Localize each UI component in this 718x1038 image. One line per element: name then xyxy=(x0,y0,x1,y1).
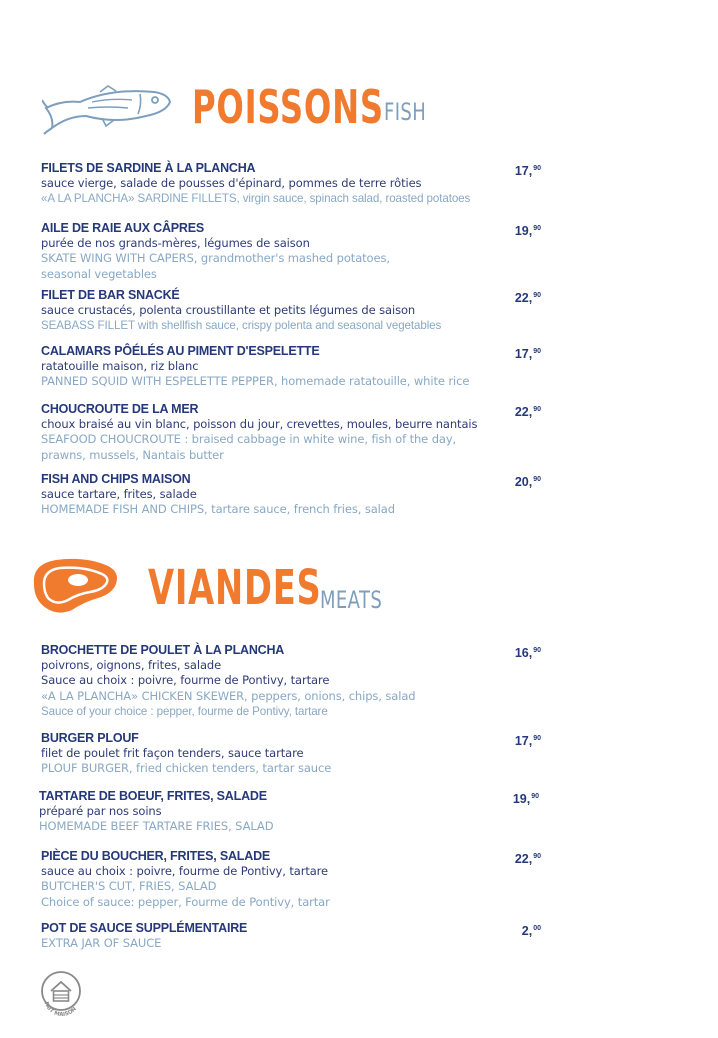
menu-item xyxy=(41,221,541,282)
item-desc-fr: poivrons, oignons, frites, salade xyxy=(41,658,222,672)
item-name: CHOUCROUTE DE LA MER xyxy=(41,402,199,416)
item-desc-en: EXTRA JAR OF SAUCE xyxy=(41,936,162,950)
item-desc-fr: préparé par nos soins xyxy=(39,804,162,818)
meat-section-subtitle: MEATS xyxy=(320,586,383,614)
item-price: 19,90 xyxy=(514,224,541,238)
homemade-badge-text: FAIT MAISON xyxy=(42,1001,78,1016)
menu-item xyxy=(41,344,541,390)
menu-item xyxy=(41,288,541,334)
item-desc-en: BUTCHER'S CUT, FRIES, SALAD xyxy=(41,879,217,894)
item-desc-en: «A LA PLANCHA» CHICKEN SKEWER, peppers, onions, chips, salad xyxy=(41,688,416,703)
item-price: 22,90 xyxy=(514,405,541,419)
menu-item xyxy=(39,789,539,835)
item-desc-en: PANNED SQUID WITH ESPELETTE PEPPER, homemade ratatouille, white rice xyxy=(41,374,470,389)
item-desc-en: HOMEMADE BEEF TARTARE FRIES, SALAD xyxy=(39,819,274,834)
item-desc-fr: sauce vierge, salade de pousses d'épinard, pommes de terre rôties xyxy=(41,176,422,190)
item-desc-en: «A LA PLANCHA» SARDINE FILLETS, virgin sauce, spinach salad, roasted potatoes xyxy=(41,192,471,206)
item-desc-en: SEAFOOD CHOUCROUTE : braised cabbage in white wine, fish of the day, xyxy=(41,432,457,447)
item-desc-fr: Sauce au choix : poivre, fourme de Pontivy, tartare xyxy=(41,673,330,688)
item-desc-fr: ratatouille maison, riz blanc xyxy=(41,359,199,373)
item-name: BROCHETTE DE POULET À LA PLANCHA xyxy=(41,643,285,657)
item-name: FISH AND CHIPS MAISON xyxy=(41,472,191,486)
item-desc-fr: choux braisé au vin blanc, poisson du jour, crevettes, moules, beurre nantais xyxy=(41,417,478,431)
item-desc-fr: sauce crustacés, polenta croustillante et petits légumes de saison xyxy=(41,303,416,317)
item-name: BURGER PLOUF xyxy=(41,731,139,745)
item-name: FILET DE BAR SNACKÉ xyxy=(41,288,180,302)
menu-item xyxy=(41,731,541,777)
item-name: TARTARE DE BOEUF, FRITES, SALADE xyxy=(39,789,267,803)
item-desc-en: PLOUF BURGER, fried chicken tenders, tartar sauce xyxy=(41,761,332,776)
homemade-house-icon xyxy=(38,968,86,1016)
menu-item xyxy=(41,921,541,951)
menu-item xyxy=(41,849,541,910)
item-desc-fr: sauce tartare, frites, salade xyxy=(41,487,197,501)
item-desc-en: SKATE WING WITH CAPERS, grandmother's mashed potatoes, xyxy=(41,251,390,266)
item-price: 17,90 xyxy=(514,734,541,748)
fish-section-title: POISSONS xyxy=(192,80,384,134)
item-price: 19,90 xyxy=(512,792,539,806)
item-price: 17,90 xyxy=(514,164,541,178)
item-desc-fr: filet de poulet frit façon tenders, sauce tartare xyxy=(41,746,304,760)
menu-item xyxy=(41,161,541,207)
item-desc-en: Sauce of your choice : pepper, fourme de Pontivy, tartare xyxy=(41,704,328,718)
item-desc-en: Choice of sauce: pepper, Fourme de Pontivy, tartar xyxy=(41,894,330,909)
fish-section-header xyxy=(0,78,718,138)
item-desc-en: HOMEMADE FISH AND CHIPS, tartare sauce, french fries, salad xyxy=(41,502,395,517)
meat-section-title: VIANDES xyxy=(148,560,322,616)
meat-section-header xyxy=(0,552,718,618)
fish-icon xyxy=(42,82,174,136)
item-name: POT DE SAUCE SUPPLÉMENTAIRE xyxy=(41,921,248,935)
item-desc-fr: purée de nos grands-mères, légumes de saison xyxy=(41,236,310,250)
item-desc-fr: sauce au choix : poivre, fourme de Pontivy, tartare xyxy=(41,864,329,878)
steak-icon xyxy=(28,554,120,616)
fish-section-subtitle: FISH xyxy=(384,98,427,126)
item-name: CALAMARS PÔÉLÉS AU PIMENT D'ESPELETTE xyxy=(41,344,320,358)
item-price: 22,90 xyxy=(514,852,541,866)
item-name: PIÈCE DU BOUCHER, FRITES, SALADE xyxy=(41,849,271,863)
item-price: 20,90 xyxy=(514,475,541,489)
menu-item xyxy=(41,402,541,463)
item-price: 16,90 xyxy=(514,646,541,660)
item-name: FILETS DE SARDINE À LA PLANCHA xyxy=(41,161,256,175)
item-name: AILE DE RAIE AUX CÂPRES xyxy=(41,221,205,235)
item-price: 2,00 xyxy=(521,924,541,938)
item-price: 22,90 xyxy=(514,291,541,305)
item-desc-en: SEABASS FILLET with shellfish sauce, crispy polenta and seasonal vegetables xyxy=(41,319,442,333)
item-desc-en: seasonal vegetables xyxy=(41,266,157,281)
item-price: 17,90 xyxy=(514,347,541,361)
item-desc-en: prawns, mussels, Nantais butter xyxy=(41,447,224,462)
menu-item xyxy=(41,472,541,518)
menu-item xyxy=(41,643,541,719)
